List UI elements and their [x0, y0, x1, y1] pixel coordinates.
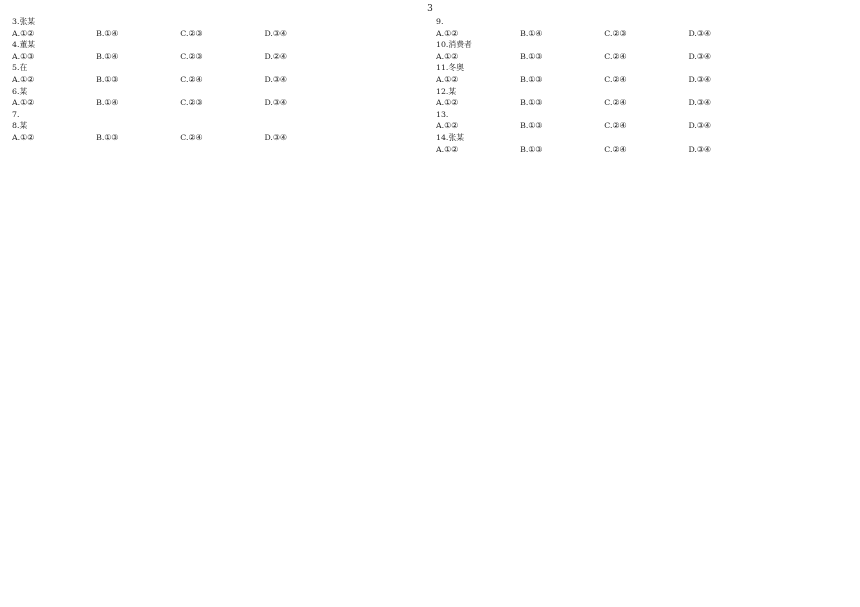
answer-option: A.①②: [436, 28, 459, 38]
answer-option: D.③④: [264, 28, 287, 38]
answer-option: D.③④: [688, 74, 711, 84]
answer-options: [12, 74, 424, 86]
question-stem: [436, 109, 848, 121]
answer-options: [436, 51, 848, 63]
question-stem-text: 冬奥: [448, 63, 464, 73]
question-stem: [12, 16, 424, 28]
answer-options: [436, 120, 848, 132]
answer-options: [436, 97, 848, 109]
answer-option: A.①③: [12, 51, 35, 61]
question-number: 10.: [436, 40, 449, 50]
question-stem: [436, 132, 848, 144]
answer-option: A.①②: [436, 74, 459, 84]
question-stem: [12, 39, 424, 51]
answer-option: D.③④: [688, 51, 711, 61]
question-stem: [12, 62, 424, 74]
answer-option: A.①②: [12, 132, 35, 142]
answer-option: B.①③: [520, 121, 543, 131]
answer-option: D.③④: [264, 98, 287, 108]
question-item: [436, 86, 848, 109]
answer-option: A.①②: [12, 98, 35, 108]
question-item: [12, 86, 424, 109]
answer-options: [12, 97, 424, 109]
answer-option: A.①②: [12, 74, 35, 84]
answer-option: C.②④: [604, 144, 627, 154]
page-number: 3: [427, 4, 433, 14]
question-stem-text: 消费者: [448, 40, 472, 50]
question-stem-text: 某: [19, 121, 28, 131]
answer-option: B.①③: [96, 132, 119, 142]
answer-option: D.③④: [688, 144, 711, 154]
answer-option: B.①③: [520, 51, 543, 61]
question-number: 12.: [436, 86, 449, 96]
answer-option: C.②③: [604, 28, 627, 38]
question-number: 8.: [12, 121, 20, 131]
answer-options: [12, 132, 424, 144]
answer-option: A.①②: [436, 51, 459, 61]
question-stem-text: 某: [19, 86, 28, 96]
question-number: 5.: [12, 63, 20, 73]
question-number: 3.: [12, 17, 20, 26]
question-item: [436, 39, 848, 62]
question-number: 13.: [436, 109, 449, 119]
answer-options: [436, 144, 848, 156]
answer-option: B.①④: [520, 28, 543, 38]
question-stem: [436, 62, 848, 74]
question-stem: [436, 16, 848, 28]
answer-option: C.②④: [604, 98, 627, 108]
question-number: 14.: [436, 132, 449, 142]
answer-options: [12, 51, 424, 63]
answer-option: C.②④: [180, 74, 203, 84]
answer-options: [12, 28, 424, 40]
right-column: [436, 16, 848, 600]
answer-option: A.①②: [436, 121, 459, 131]
question-item: [436, 109, 848, 132]
question-stem: [436, 86, 848, 98]
question-stem-text: 董某: [19, 40, 36, 50]
answer-option: B.①③: [520, 74, 543, 84]
answer-option: D.②④: [264, 51, 287, 61]
question-stem: [12, 109, 424, 121]
answer-option: D.③④: [264, 132, 287, 142]
question-number: 11.: [436, 63, 449, 73]
question-number: 7.: [12, 109, 20, 119]
answer-option: C.②④: [180, 132, 203, 142]
question-item: [12, 39, 424, 62]
left-column: [12, 16, 424, 600]
answer-option: C.②③: [180, 28, 203, 38]
question-item: [436, 132, 848, 155]
answer-option: B.①④: [96, 98, 119, 108]
question-item: [436, 16, 848, 39]
answer-option: C.②③: [180, 98, 203, 108]
answer-option: B.①③: [520, 98, 543, 108]
answer-options: [436, 74, 848, 86]
answer-option: C.②④: [604, 121, 627, 131]
answer-option: A.①②: [436, 98, 459, 108]
question-stem: [12, 86, 424, 98]
answer-option: D.③④: [688, 28, 711, 38]
answer-option: B.①③: [520, 144, 543, 154]
question-number: 9.: [436, 17, 444, 26]
question-stem: [436, 39, 848, 51]
answer-option: B.①④: [96, 28, 119, 38]
answer-option: B.①③: [96, 74, 119, 84]
question-item: [436, 62, 848, 85]
question-stem-text: 某: [448, 86, 457, 96]
answer-option: A.①②: [436, 144, 459, 154]
question-item: [12, 62, 424, 85]
answer-option: D.③④: [688, 121, 711, 131]
question-number: 4.: [12, 40, 20, 50]
question-item: [12, 16, 424, 39]
answer-option: D.③④: [264, 74, 287, 84]
answer-option: A.①②: [12, 28, 35, 38]
answer-option: C.②③: [180, 51, 203, 61]
answer-option: C.②④: [604, 51, 627, 61]
question-number: 6.: [12, 86, 20, 96]
question-stem: [12, 120, 424, 132]
question-item: [12, 120, 424, 143]
question-stem-text: 张某: [448, 132, 464, 142]
question-item: [12, 109, 424, 121]
answer-option: C.②④: [604, 74, 627, 84]
question-stem-text: 张某: [19, 17, 36, 26]
question-stem-text: 在: [19, 63, 28, 73]
answer-option: D.③④: [688, 98, 711, 108]
answer-options: [436, 28, 848, 40]
answer-option: B.①④: [96, 51, 119, 61]
